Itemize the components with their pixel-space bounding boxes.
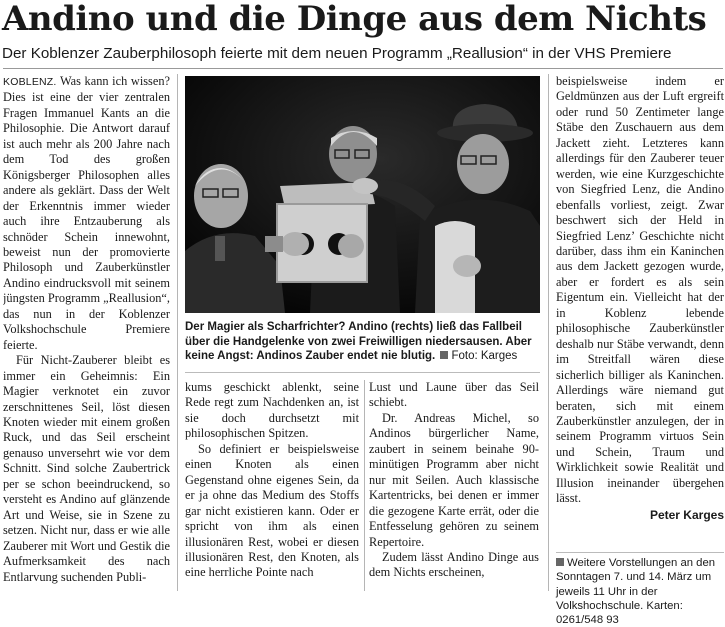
- column-divider: [177, 74, 178, 591]
- article-column-1: [3, 74, 170, 591]
- paragraph: So definiert er beispielsweise einen Knoten als einen Gegenstand ohne eigenes Sein, da er ja ohne das Medium des Stoffs gar nicht existieren kann. Oder er spricht von ihm als einen illusionären Rest, wobei er diesen illusionären Rest, den Knoten, als eine herrliche Pointe nach: [185, 441, 359, 580]
- paragraph: Zudem lässt Andino Dinge aus dem Nichts erscheinen,: [369, 549, 539, 580]
- paragraph: Dr. Andreas Michel, so Andinos bürgerlicher Name, zaubert in seinem beinahe 90-minütigen Programm aber nicht nur mit Seilen. Auch klassische Kartentricks, bei denen er immer die gezogene Karte errät, oder die Entfesselung gehören zu seinem Repertoire.: [369, 410, 539, 549]
- column-divider: [548, 74, 549, 591]
- paragraph: Für Nicht-Zauberer bleibt es immer ein Geheimnis: Ein Magier verknotet ein zuvor zerschnittenes Seil, löst diesen Knoten wieder mit einem großen Ruck, und das Seil erscheint genauso unversehrt wie vor dem Schnitt. Sind solche Zaubertrick per se schon beeindruckend, so versteht es Andino auf glänzende Art und Weise, sie in Szene zu setzen. Nicht nur, dass er wie alle Zauberer mit Wort und Gestik die Aufmerksamkeit des nach Entlarvung suchenden Publi-: [3, 353, 170, 584]
- square-bullet-icon: [440, 351, 448, 359]
- paragraph: Lust und Laune über das Seil schiebt.: [369, 380, 539, 410]
- paragraph-text: Was kann ich wissen? Dies ist eine der vier zentralen Fragen Immanuel Kants an die Philosophie. Die Antwort darauf ist auch mehr als 200 Jahre nach dem Tod des großen Königsberger Philosophen alles andere als geklärt. Dass der Welt der Erkenntnis immer wieder auch ihre Entzauberung als schnöder Schein innewohnt, beweist nun der promovierte Philosoph und Zauberkünstler Andino eindrucksvoll mit seinem jüngsten Programm „Reallusion“, das nun in der Koblenzer Volkshochschule Premiere feierte.: [3, 74, 170, 352]
- event-info-text: Weitere Vorstellungen an den Sonntagen 7. und 14. März um jeweils 11 Uhr in der Volkshochschule. Karten: 0261/548 93: [556, 557, 716, 627]
- paragraph: kums geschickt ablenkt, seine Rede regt zum Nachdenken an, ist sie doch durchsetzt mit philosophischen Spitzen.: [185, 380, 359, 441]
- infobox-rule: [556, 552, 724, 553]
- article-photo: [185, 76, 540, 313]
- dateline: KOBLENZ.: [3, 76, 57, 88]
- header-rule: [3, 68, 723, 69]
- square-bullet-icon: [556, 558, 564, 566]
- article-headline: Andino und die Dinge aus dem Nichts: [2, 0, 707, 39]
- photo-credit: Foto: Karges: [451, 350, 518, 363]
- photo-caption: [185, 320, 540, 364]
- article-subheadline: Der Koblenzer Zauberphilosoph feierte mit dem neuen Programm „Reallusion“ in der VHS Premiere: [2, 45, 672, 62]
- paragraph: beispielsweise indem er Geldmünzen aus der Luft ergreift oder rund 50 Zentimeter lange Stäbe den Zuschauern aus dem Jackett zieht. Letzteres kann allerdings für den Zauberer teuer werden, wie eine Kurzgeschichte von Siegfried Lenz, die Andino ebenfalls vorliest, zeigt. Zwar beschwert sich der Held in Siegfried Lenz’ Geschichte nicht darüber, dass ihm ein Kaninchen aus dem Jackett gezogen wurde, aber er fordert es als sein Eigentum ein. Vielleicht hat der in Koblenz lebende philosophische Zauberkünstler deshalb nur Stäbe verwandt, denn im Streitfall wären diese sicherlich billiger als Kaninchen. Allerdings wäre niemand gut beraten, sich mit einem Zauberkünstler anzulegen, der in seinem Programm virtuos Sein und Schein, Traum und Wirklichkeit sowie Realität und Illusion ineinander übergehen lässt.: [556, 74, 724, 506]
- article-column-3: [369, 380, 539, 591]
- article-column-4: [556, 74, 724, 552]
- caption-rule: [185, 372, 540, 373]
- author-byline: Peter Karges: [649, 507, 724, 522]
- column-divider: [364, 380, 365, 591]
- magician-photo: [185, 76, 540, 313]
- caption-text: Der Magier als Scharfrichter? Andino (rechts) ließ das Fallbeil über die Handgelenke von zwei Freiwilligen niedersausen. Aber keine Angst: Andinos Zauber endet nie blutig.: [185, 321, 532, 363]
- event-info-box: [556, 556, 724, 627]
- article-column-2: [185, 380, 359, 591]
- paragraph: [3, 74, 170, 353]
